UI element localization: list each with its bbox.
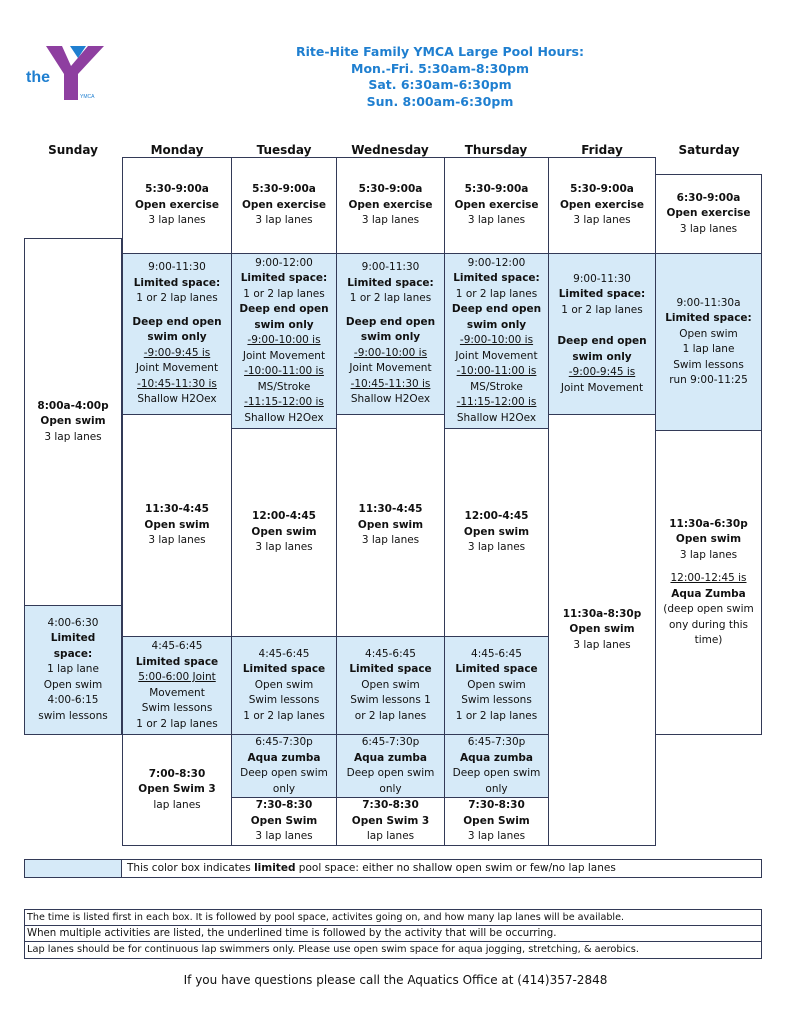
lanes: 3 lap lanes <box>679 222 738 235</box>
detail: -11:15-12:00 is <box>456 396 537 409</box>
detail: Joint Movement <box>135 362 219 375</box>
day-header-monday: Monday <box>150 143 204 157</box>
detail: Deep open swim <box>452 767 541 779</box>
detail: swim lessons <box>38 709 108 722</box>
time: 4:45-6:45 <box>471 647 522 660</box>
header-sunday-hours: Sun. 8:00am-6:30pm <box>366 93 514 109</box>
activity: Open exercise <box>348 198 433 211</box>
detail: -10:45-11:30 is <box>350 377 431 390</box>
time: 11:30a-6:30p <box>669 517 748 530</box>
lanes: 3 lap lanes <box>573 214 631 227</box>
thursday-aqua-zumba-cell <box>444 734 549 798</box>
header-title: Rite-Hite Family YMCA Large Pool Hours: <box>296 44 584 59</box>
time: 11:30-4:45 <box>145 503 209 516</box>
pool-hours-header <box>270 44 610 110</box>
saturday-open-exercise-cell <box>655 174 762 254</box>
lanes: 1 or 2 lap lanes <box>455 709 538 722</box>
lanes: lap lanes <box>366 830 415 843</box>
tuesday-open-exercise-cell <box>231 157 337 254</box>
tuesday-open-swim-cell <box>231 428 337 637</box>
lanes: or 2 lap lanes <box>354 709 427 722</box>
lanes: 3 lap lanes <box>467 830 526 843</box>
detail: ony during this <box>668 618 748 631</box>
time: 4:45-6:45 <box>151 640 203 652</box>
time: 9:00-11:30 <box>573 272 631 285</box>
saturday-open-swim-cell <box>655 430 762 735</box>
friday-open-exercise-cell <box>548 157 656 254</box>
time: 11:30-4:45 <box>358 503 423 516</box>
logo-text: the <box>26 69 50 86</box>
lanes: 1 or 2 lap lanes <box>243 709 325 722</box>
detail: Joint Movement <box>242 349 326 362</box>
detail: Shallow H2Oex <box>350 393 431 406</box>
detail: -9:00-9:45 is <box>568 366 636 379</box>
detail: Swim lessons 1 <box>350 694 431 707</box>
detail: time) <box>694 634 723 646</box>
lanes: 1 or 2 lap lanes <box>136 717 218 730</box>
time: 5:30-9:00a <box>145 183 209 196</box>
activity: Open swim <box>251 525 317 538</box>
activity: Deep end open <box>345 315 436 328</box>
detail: Open swim <box>467 678 526 691</box>
legend-text-pre: This color box indicates <box>127 862 255 874</box>
legend-text <box>127 862 616 874</box>
sunday-open-swim-cell <box>24 238 122 606</box>
detail: Joint Movement <box>349 362 432 375</box>
logo-small-text: YMCA <box>80 94 95 100</box>
note-line: Lap lanes should be for continuous lap swimmers only. Please use open swim space for aqua jogging, stretching, & aerobics. <box>27 944 639 955</box>
detail: only <box>379 782 402 795</box>
time: 5:30-9:00a <box>252 183 316 196</box>
detail: -9:00-10:00 is <box>353 346 428 359</box>
detail: Open swim <box>679 327 738 340</box>
activity: Limited space: <box>665 312 752 324</box>
time: 5:30-9:00a <box>570 183 634 196</box>
monday-open-exercise-cell <box>122 157 232 254</box>
activity: Deep end open <box>239 303 329 316</box>
time: 4:45-6:45 <box>365 647 416 660</box>
detail: Movement <box>149 686 205 699</box>
wednesday-limited-evening-cell <box>336 636 445 735</box>
activity: Aqua zumba <box>460 751 533 764</box>
note-line: The time is listed first in each box. It is followed by pool space, activites going on, and how many lap lanes will be available. <box>25 910 761 926</box>
lanes: 3 lap lanes <box>148 214 206 227</box>
activity: Limited space: <box>453 272 540 285</box>
thursday-limited-evening-cell <box>444 636 549 735</box>
activity: Open Swim <box>250 814 318 827</box>
lanes: 1 or 2 lap lanes <box>349 292 432 305</box>
activity: Open swim <box>357 518 424 531</box>
detail: run 9:00-11:25 <box>669 374 748 386</box>
detail: only <box>272 782 296 795</box>
activity: Deep end open <box>451 303 542 316</box>
detail: 4:00-6:15 <box>47 694 99 707</box>
lanes: 1 lap lane <box>47 663 99 676</box>
detail: MS/Stroke <box>470 380 523 393</box>
activity: swim only <box>360 331 421 344</box>
note-line: When multiple activities are listed, the underlined time is followed by the activity that will be occurring. <box>25 926 761 942</box>
activity: Aqua zumba <box>354 751 427 764</box>
activity: Open exercise <box>666 207 751 220</box>
lanes: 3 lap lanes <box>679 548 738 561</box>
detail: -9:00-9:45 is <box>143 346 211 359</box>
detail: Swim lessons <box>141 702 213 714</box>
time: 7:30-8:30 <box>362 799 419 812</box>
day-header-thursday: Thursday <box>464 143 528 157</box>
lanes: 1 or 2 lap lanes <box>455 287 538 300</box>
friday-limited-morning-cell <box>548 253 656 415</box>
lanes: 1 lap lane <box>682 343 735 355</box>
detail: Swim lessons <box>673 358 744 371</box>
time: 4:45-6:45 <box>258 647 310 660</box>
legend-color-swatch <box>25 860 122 877</box>
detail: Shallow H2Oex <box>244 411 324 424</box>
activity: Limited space: <box>133 276 221 289</box>
sunday-limited-cell <box>24 605 122 735</box>
detail: Deep open swim <box>346 767 435 779</box>
friday-open-swim-cell <box>548 414 656 846</box>
time: 12:00-4:45 <box>464 510 529 523</box>
time: 11:30a-8:30p <box>562 607 642 620</box>
detail: Swim lessons <box>248 694 320 707</box>
detail: only <box>485 782 508 795</box>
ymca-logo <box>24 44 106 102</box>
detail: Deep open swim <box>240 767 328 779</box>
lanes: 3 lap lanes <box>467 541 526 554</box>
activity: Open swim <box>463 525 530 538</box>
lanes: 3 lap lanes <box>255 830 313 843</box>
legend-text-post: pool space: either no shallow open swim or few/no lap lanes <box>295 862 616 874</box>
activity: Deep end open <box>557 335 647 348</box>
wednesday-open-exercise-cell <box>336 157 445 254</box>
activity: Limited space: <box>240 272 328 285</box>
header-saturday-hours: Sat. 6:30am-6:30pm <box>368 77 512 92</box>
time: 9:00-12:00 <box>255 256 313 269</box>
day-header-tuesday: Tuesday <box>256 143 312 157</box>
monday-limited-evening-cell <box>122 636 232 735</box>
monday-night-swim-cell <box>122 734 232 846</box>
activity: Limited space: <box>347 276 434 289</box>
activity: Deep end open <box>132 315 222 328</box>
activity: Open Swim 3 <box>138 783 216 796</box>
lanes: 3 lap lanes <box>148 534 206 547</box>
monday-limited-morning-cell <box>122 253 232 415</box>
time: 6:45-7:30p <box>467 736 526 748</box>
color-legend <box>24 859 762 878</box>
activity: Open swim <box>569 623 635 636</box>
activity: Open swim <box>40 415 106 428</box>
lanes: 1 or 2 lap lanes <box>243 287 325 300</box>
notes-box <box>24 909 762 959</box>
activity: Open Swim <box>463 814 530 827</box>
activity: swim only <box>466 318 527 331</box>
lanes: 3 lap lanes <box>44 430 102 443</box>
activity: Open swim <box>144 518 210 531</box>
lanes: 3 lap lanes <box>361 214 420 227</box>
activity: Aqua Zumba <box>671 587 746 600</box>
header-weekday-hours: Mon.-Fri. 5:30am-8:30pm <box>351 60 529 76</box>
monday-open-swim-cell <box>122 414 232 637</box>
time: 8:00a-4:00p <box>37 399 109 412</box>
activity: Limited space <box>349 663 432 676</box>
activity: Aqua zumba <box>247 751 321 764</box>
detail: -10:45-11:30 is <box>137 377 217 390</box>
activity: Limited space <box>242 663 326 676</box>
time: 9:00-11:30 <box>148 261 206 274</box>
day-header-saturday: Saturday <box>678 143 740 157</box>
lanes: 1 or 2 lap lanes <box>561 303 643 316</box>
thursday-open-exercise-cell <box>444 157 549 254</box>
time: 6:30-9:00a <box>676 191 741 204</box>
thursday-open-swim-cell <box>444 428 549 637</box>
activity: Limited <box>50 632 96 645</box>
detail: Joint Movement <box>455 349 538 362</box>
lanes: 3 lap lanes <box>573 638 631 651</box>
detail: Open swim <box>43 678 103 691</box>
wednesday-limited-morning-cell <box>336 253 445 415</box>
time: 7:30-8:30 <box>468 799 525 812</box>
time: 6:45-7:30p <box>255 736 313 748</box>
activity: Open exercise <box>134 198 220 211</box>
activity: swim only <box>147 331 207 344</box>
detail: MS/Stroke <box>257 380 311 393</box>
detail: 12:00-12:45 is <box>670 572 747 584</box>
tuesday-limited-evening-cell <box>231 636 337 735</box>
wednesday-night-swim-cell <box>336 797 445 846</box>
time: 7:30-8:30 <box>255 799 313 812</box>
time: 6:45-7:30p <box>361 736 420 748</box>
time: 9:00-11:30a <box>676 296 741 309</box>
thursday-limited-morning-cell <box>444 253 549 429</box>
time: 7:00-8:30 <box>148 767 206 780</box>
activity: Open exercise <box>559 198 645 211</box>
activity: Open Swim 3 <box>351 814 430 827</box>
saturday-limited-morning-cell <box>655 253 762 431</box>
tuesday-night-swim-cell <box>231 797 337 846</box>
day-header-wednesday: Wednesday <box>351 143 429 157</box>
time: 12:00-4:45 <box>252 510 316 523</box>
contact-footer: If you have questions please call the Aquatics Office at (414)357-2848 <box>183 973 608 987</box>
activity: space: <box>53 647 93 660</box>
lanes: lap lanes <box>153 798 201 811</box>
detail: Shallow H2Oex <box>456 411 537 424</box>
legend-text-bold: limited <box>254 862 296 874</box>
detail: (deep open swim <box>663 603 754 615</box>
wednesday-aqua-zumba-cell <box>336 734 445 798</box>
detail: 5:00-6:00 Joint <box>138 671 216 683</box>
detail: -9:00-10:00 is <box>459 334 534 347</box>
detail: Open swim <box>254 678 314 691</box>
activity: Open exercise <box>241 198 327 211</box>
time: 5:30-9:00a <box>464 183 529 196</box>
time: 9:00-12:00 <box>467 256 526 269</box>
activity: swim only <box>254 318 314 331</box>
tuesday-limited-morning-cell <box>231 253 337 429</box>
detail: -9:00-10:00 is <box>247 334 321 347</box>
activity: Open exercise <box>454 198 539 211</box>
detail: -11:15-12:00 is <box>244 396 324 409</box>
detail: Swim lessons <box>461 694 532 707</box>
detail: Shallow H2Oex <box>137 393 217 406</box>
day-header-friday: Friday <box>581 143 623 157</box>
wednesday-open-swim-cell <box>336 414 445 637</box>
lanes: 3 lap lanes <box>255 541 313 554</box>
lanes: 3 lap lanes <box>255 214 313 227</box>
activity: Limited space <box>135 655 219 668</box>
time: 9:00-11:30 <box>361 261 420 274</box>
detail: Joint Movement <box>560 381 644 394</box>
thursday-night-swim-cell <box>444 797 549 846</box>
time: 4:00-6:30 <box>47 616 99 629</box>
activity: swim only <box>572 350 632 363</box>
time: 5:30-9:00a <box>358 183 423 196</box>
activity: Limited space: <box>558 288 646 301</box>
tuesday-aqua-zumba-cell <box>231 734 337 798</box>
detail: -10:00-11:00 is <box>456 365 537 378</box>
detail: -10:00-11:00 is <box>244 365 324 378</box>
activity: Limited space <box>455 663 538 676</box>
lanes: 1 or 2 lap lanes <box>136 292 218 305</box>
lanes: 3 lap lanes <box>467 214 526 227</box>
lanes: 3 lap lanes <box>361 534 420 547</box>
detail: Open swim <box>361 678 420 691</box>
day-header-sunday: Sunday <box>48 143 98 157</box>
activity: Open swim <box>675 533 742 545</box>
